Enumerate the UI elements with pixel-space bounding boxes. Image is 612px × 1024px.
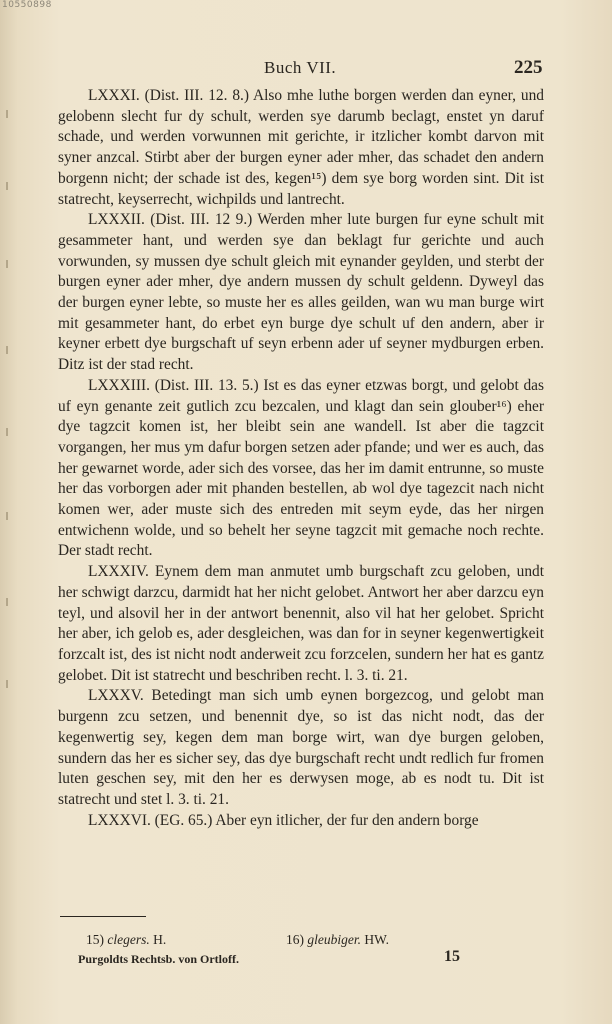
- footnote-15: [86, 932, 166, 948]
- paragraph-lxxxiv: LXXXIV. Eynem dem man anmutet umb burgschaft zcu geloben, undt her schwigt darzcu, darmidt hat her nicht gelobet. Antwort her aber darzcu eyn teyl, und alsovil her in der antwort benennit, also vil hat her gelobet. Spricht her aber, ich gelob es, ader desgleichen, was dan for in seyner kegenwertigkeit forzcalt ist, des ist nicht nodt anderweit zcu forzcelen, sundern her hat es gantz gelobet. Dit ist statrecht und beschriben recht. l. 3. ti. 21.: [58, 563, 544, 684]
- footnote-text: clegers.: [107, 932, 150, 947]
- signature-mark: 15: [444, 948, 460, 965]
- paragraph-lxxxv: LXXXV. Betedingt man sich umb eynen borgezcog, und gelobt man burgenn zcu setzen, und benennit dye, so ist das nicht nodt, das der kegenwertig sey, kegen dem man borge wirt, wan dye burgen geloben, sundern das her es sicher sey, das dye burgschaft recht undt redlich fur fromen luten geschen sey, mit den her es derwysen moge, ab es nodt tu. Dit ist statrecht und stet l. 3. ti. 21.: [58, 687, 544, 808]
- printer-signature: Purgoldts Rechtsb. von Ortloff.: [78, 952, 239, 966]
- paragraph-lxxxvi: LXXXVI. (EG. 65.) Aber eyn itlicher, der fur den andern borge: [88, 811, 479, 829]
- footnote-source: HW.: [364, 932, 390, 947]
- paragraph-lxxxii: LXXXII. (Dist. III. 12 9.) Werden mher lute burgen fur eyne schult mit gesammeter hant, und werden sye dan beklagt fur gerichte und auch vorwunden, sy mussen dye schult gleich mit eynander geylden, und sterbt der burgen eyner ader mher, dye andern mussen dy schult geldenn. Dyweyl das der burgen eyner lebte, so muste her es alles geilden, wan wu man burge wirt mit gesammeter hant, do erbet eyn burge dye schult uf den andern, aber ir keyner erbett dye burgschaft uf seyn erbenn ader uf seyner mydburgen erben. Ditz ist der stad recht.: [58, 211, 544, 374]
- footnote-number: 15): [86, 932, 104, 947]
- footnote-number: 16): [286, 932, 304, 947]
- footnote-16: [286, 932, 389, 948]
- library-stamp: 10550898: [2, 0, 52, 10]
- running-title: Buch VII.: [264, 58, 337, 77]
- running-head: [0, 58, 612, 80]
- binding-margin: [6, 110, 12, 710]
- footnote-divider: [60, 916, 146, 917]
- page-number: 225: [514, 57, 543, 78]
- paragraph-lxxxi: LXXXI. (Dist. III. 12. 8.) Also mhe luthe borgen werden dan eyner, und gelobenn slecht fur dy schult, werden sye darumb beclagt, enstet yn daruf schade, und werden vorwunnen mit gerichte, ir itzlicher kombt darvon mit syner anzcal. Stirbt aber der burgen eyner ader mher, das schadet den andern borgenn nicht; der schade ist des, kegen¹⁵) dem sye borg worden sint. Dit ist statrecht, keyserrecht, wichpilds und lantrecht.: [58, 87, 544, 208]
- footnote-text: gleubiger.: [307, 932, 361, 947]
- body-text: [58, 86, 544, 831]
- footnote-source: H.: [153, 932, 167, 947]
- paragraph-lxxxiii: LXXXIII. (Dist. III. 13. 5.) Ist es das eyner etzwas borgt, und gelobt das uf eyn genante zeit gutlich zcu bezcalen, und klagt dan sein glouber¹⁶) eher dye tagzcit komen ist, her bleibt sein ane wandell. Ist aber die tagzcit vorgangen, her mus ym dafur borgen setzen ader pfande; und wer es auch, das her gewarnet worde, ader sich des vorsee, das her im damit entrunne, so muste her das vorborgen ader mit phanden bestellen, ab wol dye tagezcit nach nicht komen wer, ader muste sich des entreden mit seym eyde, das her nirgen entwichenn wolde, und so behelt her seyne tagzcit mit gemache noch rechte. Der stadt recht.: [58, 376, 544, 560]
